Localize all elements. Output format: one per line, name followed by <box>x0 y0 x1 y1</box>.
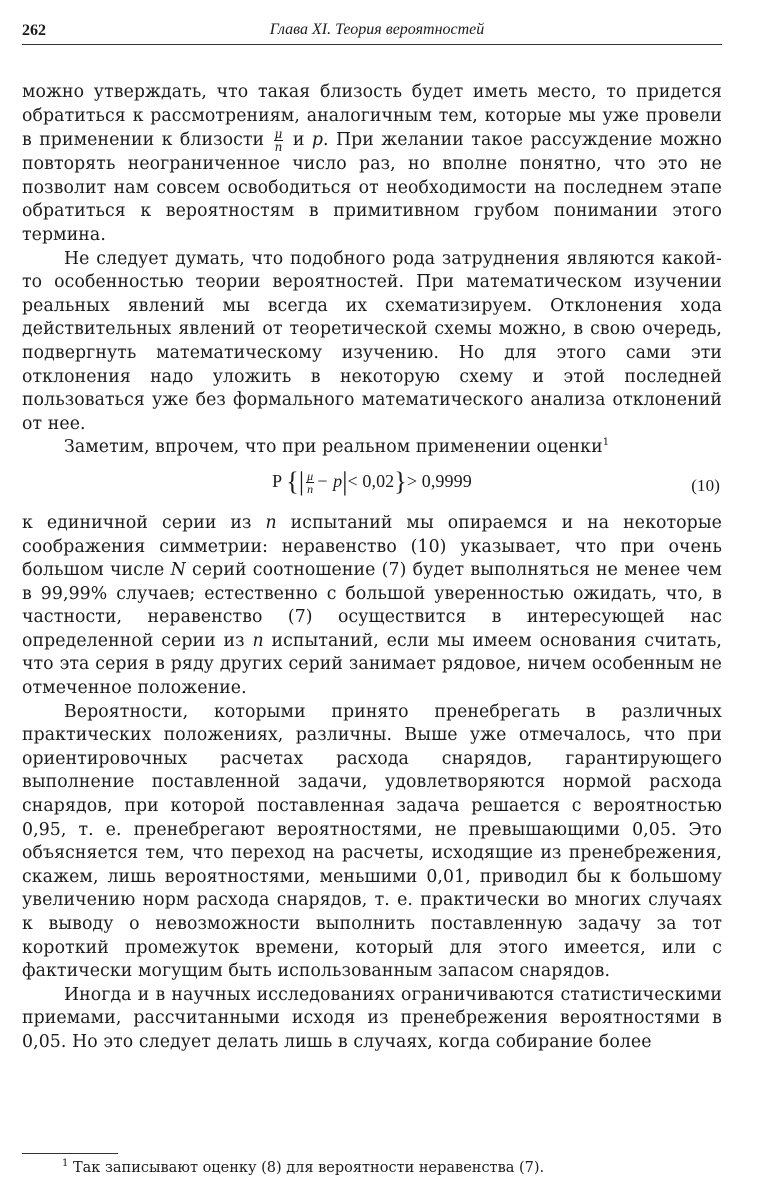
formula-fraction <box>306 470 314 495</box>
paragraph-4-text-b: испытаний мы опираемся и на некоторые соображения симметрии: неравенство (10) указывает, что при очень большом числе <box>22 512 722 581</box>
footnote-divider <box>22 1153 118 1154</box>
paragraph-4 <box>22 512 722 701</box>
paragraph-3-text: Заметим, впрочем, что при реальном применении оценки <box>64 437 603 458</box>
formula-lt-value: < 0,02 <box>347 470 395 491</box>
variable-n: n <box>252 630 264 651</box>
formula-10 <box>22 462 722 510</box>
fraction-denominator: n <box>274 140 283 155</box>
paragraph-2: Не следует думать, что подобного рода затруднения являются какой-то особенностью теории вероятностей. При математическом изучении реальных явлений мы всегда их схематизируем. Отклонения хода действительных явлений от теоретической схемы можно, в свою очередь, подвергнуть математическому изучению. Но для этого сами эти отклонения надо уложить в некоторую схему и этой последней пользоваться уже без формального математического анализа отклонений от нее. <box>22 248 722 434</box>
footnote-reference: 1 <box>602 437 610 449</box>
variable-p: p <box>311 130 323 151</box>
running-head <box>22 14 722 45</box>
formula-open-brace: { <box>286 466 299 496</box>
formula-gt-value: > 0,9999 <box>406 470 472 491</box>
formula-fraction-denominator: n <box>307 482 314 497</box>
paragraph-6: Иногда и в научных исследованиях ограничиваются статистическими приемами, рассчитанными исходя из пренебрежения вероятностями в 0,05. Но это следует делать лишь в случаях, когда собирание более <box>22 984 722 1052</box>
fraction-mu-over-n <box>274 128 284 153</box>
paragraph-4-text-d: испытаний, если мы имеем основания считать, что эта серия в ряду других серий занимает рядовое, ничем особенным не отмеченное положение. <box>22 630 722 699</box>
formula-fraction-numerator: μ <box>307 469 314 484</box>
body-text <box>22 81 722 1055</box>
formula-number: (10) <box>691 475 720 495</box>
footnote-text: Так записывают оценку (8) для вероятности неравенства (7). <box>72 1160 545 1176</box>
paragraph-3 <box>22 436 722 460</box>
abs-bar-left: | <box>298 466 305 496</box>
formula-minus-p: − p <box>316 470 343 491</box>
paragraph-4-text-a: к единичной серии из <box>22 512 266 533</box>
book-page <box>22 14 722 1186</box>
footnote-mark: 1 <box>62 1158 69 1170</box>
paragraph-1-text-a: можно утверждать, что такая близость будет иметь место, то придется обратиться к рассмотрениям, аналогичным тем, которые мы уже провели в применении к близости <box>22 82 722 151</box>
paragraph-4-text-c: серий соотношение (7) будет выполняться не менее чем в 99,99% случаев; естественно с большой уверенностью ожидать, что, в частности, неравенство (7) осуществится в интересующей нас определенной серии из <box>22 560 722 651</box>
fraction-numerator: μ <box>274 127 283 142</box>
variable-n: n <box>265 512 277 533</box>
formula-prob-symbol: P <box>272 470 282 491</box>
footnote <box>62 1160 544 1176</box>
paragraph-1-text-c: . При желании такое рассуждение можно повторять неограниченное число раз, но вполне понятно, что это не позволит нам совсем освободиться от необходимости на последнем этапе обратиться к вероятностям в примитивном грубом понимании этого термина. <box>22 130 722 245</box>
chapter-title: Глава XI. Теория вероятностей <box>269 21 485 38</box>
formula-expression <box>22 466 722 497</box>
page-number: 262 <box>22 22 46 39</box>
formula-close-brace: } <box>394 466 407 496</box>
paragraph-1-text-b: и <box>285 130 312 151</box>
abs-bar-right: | <box>342 466 348 496</box>
paragraph-5: Вероятности, которыми принято пренебрегать в различных практических положениях, различны. Выше уже отмечалось, что при ориентировочных расчетах расхода снарядов, гарантирующего выполнение поставленной задачи, удовлетворяются нормой расхода снарядов, при которой поставленная задача решается с вероятностью 0,95, т. е. пренебрегают вероятностями, не превышающими 0,05. Это объясняется тем, что переход на расчеты, исходящие из пренебрежения, скажем, лишь вероятностями, меньшими 0,01, приводил бы к большому увеличению норм расхода снарядов, т. е. практически во многих случаях к выводу о невозможности выполнить поставленную задачу за тот короткий промежуток времени, который для этого имеется, или с фактически могущим быть использованным запасом снарядов. <box>22 701 722 982</box>
variable-N: N <box>170 560 186 581</box>
paragraph-1 <box>22 81 722 248</box>
